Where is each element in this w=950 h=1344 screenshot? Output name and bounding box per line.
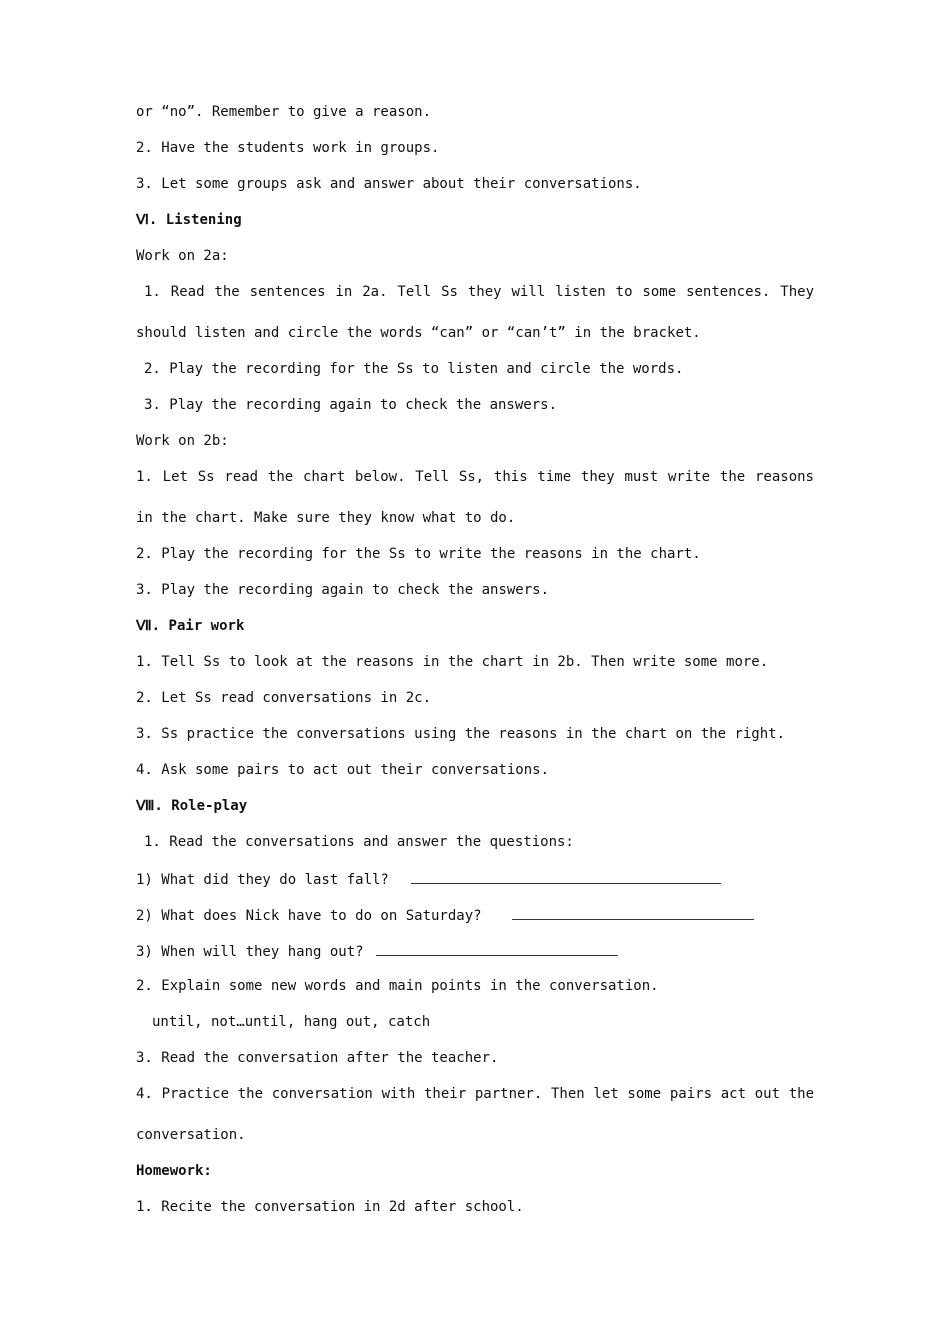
text-line: in the chart. Make sure they know what to do. bbox=[136, 510, 516, 526]
answer-blank-1[interactable] bbox=[411, 869, 721, 884]
text-line: 3. Read the conversation after the teacher. bbox=[136, 1050, 499, 1066]
text-line: 3. Ss practice the conversations using the reasons in the chart on the right. bbox=[136, 726, 786, 742]
text-line: 1. Tell Ss to look at the reasons in the chart in 2b. Then write some more. bbox=[136, 654, 769, 670]
section-heading-homework: Homework: bbox=[136, 1163, 212, 1179]
answer-blank-2[interactable] bbox=[512, 905, 754, 920]
text-line: until, not…until, hang out, catch bbox=[152, 1014, 431, 1030]
question-2-text: 2) What does Nick have to do on Saturday? bbox=[136, 908, 482, 924]
text-line: 1. Read the conversations and answer the questions: bbox=[144, 834, 574, 850]
text-line: 3. Play the recording again to check the answers. bbox=[144, 397, 558, 413]
section-heading-role-play: Ⅷ. Role-play bbox=[136, 798, 248, 814]
text-line: or “no”. Remember to give a reason. bbox=[136, 104, 432, 120]
text-line: conversation. bbox=[136, 1127, 246, 1143]
text-line: 1. Read the sentences in 2a. Tell Ss they will listen to some sentences. They bbox=[144, 284, 814, 300]
section-heading-listening: Ⅵ. Listening bbox=[136, 212, 242, 228]
text-line: Work on 2b: bbox=[136, 433, 229, 449]
text-line: 2. Explain some new words and main points in the conversation. bbox=[136, 978, 659, 994]
question-1-text: 1) What did they do last fall? bbox=[136, 872, 389, 888]
text-line: 2. Have the students work in groups. bbox=[136, 140, 440, 156]
text-line: 1. Recite the conversation in 2d after school. bbox=[136, 1199, 524, 1215]
text-line: 3. Let some groups ask and answer about their conversations. bbox=[136, 176, 642, 192]
section-heading-pair-work: Ⅶ. Pair work bbox=[136, 618, 245, 634]
question-3-text: 3) When will they hang out? bbox=[136, 944, 364, 960]
text-line: 4. Practice the conversation with their partner. Then let some pairs act out the bbox=[136, 1086, 814, 1102]
text-line: 4. Ask some pairs to act out their conversations. bbox=[136, 762, 550, 778]
text-line: 1. Let Ss read the chart below. Tell Ss, this time they must write the reasons bbox=[136, 469, 814, 485]
text-line: 2. Play the recording for the Ss to listen and circle the words. bbox=[144, 361, 684, 377]
text-line: 2. Play the recording for the Ss to write the reasons in the chart. bbox=[136, 546, 701, 562]
question-3 bbox=[136, 941, 618, 959]
text-line: Work on 2a: bbox=[136, 248, 229, 264]
answer-blank-3[interactable] bbox=[376, 941, 618, 956]
question-2 bbox=[136, 905, 754, 923]
text-line: 3. Play the recording again to check the answers. bbox=[136, 582, 550, 598]
text-line: should listen and circle the words “can” or “can’t” in the bracket. bbox=[136, 325, 701, 341]
question-1 bbox=[136, 869, 721, 887]
text-line: 2. Let Ss read conversations in 2c. bbox=[136, 690, 432, 706]
